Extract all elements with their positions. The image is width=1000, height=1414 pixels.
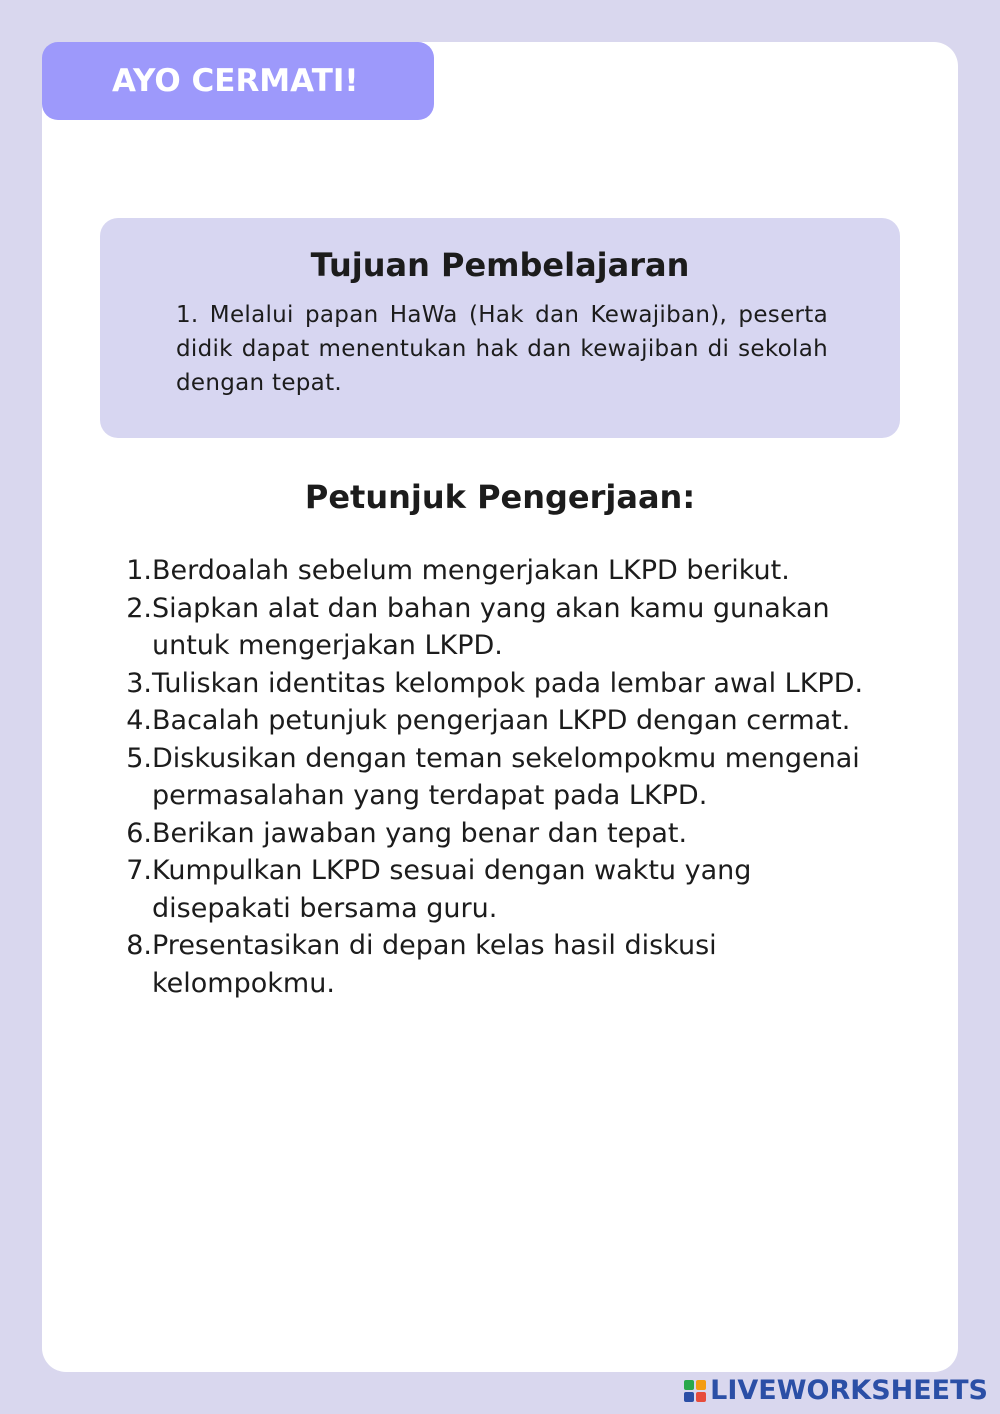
instruction-text: Kumpulkan LKPD sesuai dengan waktu yang disepakati bersama guru. [152,855,752,924]
instruction-item [118,590,878,665]
header-tab-label: AYO CERMATI! [112,63,359,99]
instruction-item [118,702,878,740]
objective-title: Tujuan Pembelajaran [310,246,690,284]
instruction-item [118,815,878,853]
instruction-number: 6. [126,817,152,849]
header-tab [42,42,434,120]
instruction-text: Tuliskan identitas kelompok pada lembar awal LKPD. [152,667,864,699]
instruction-number: 2. [126,592,152,624]
instructions-title: Petunjuk Pengerjaan: [304,478,696,516]
instruction-text: Berdoalah sebelum mengerjakan LKPD berikut. [152,555,790,586]
instruction-item [118,852,878,927]
instruction-item [118,927,878,1002]
instruction-number: 4. [126,705,152,736]
instruction-text: Presentasikan di depan kelas hasil diskusi kelompokmu. [152,930,717,999]
liveworksheets-logo-icon [684,1380,706,1402]
instruction-number: 5. [126,742,152,774]
instruction-number: 1. [126,555,152,586]
liveworksheets-brand[interactable] [684,1375,988,1406]
instruction-item [118,665,878,703]
brand-name: LIVEWORKSHEETS [710,1375,988,1406]
learning-objective-box [100,218,900,438]
instruction-number: 7. [126,855,152,886]
instruction-number: 3. [126,667,152,699]
objective-text: 1. Melalui papan HaWa (Hak dan Kewajiban), peserta didik dapat menentukan hak dan kewajiban di sekolah dengan tepat. [176,302,828,396]
instruction-item [118,552,878,590]
instruction-text: Berikan jawaban yang benar dan tepat. [152,817,688,849]
instruction-number: 8. [126,930,152,961]
instruction-text: Siapkan alat dan bahan yang akan kamu gunakan untuk mengerjakan LKPD. [152,592,830,661]
instruction-item [118,740,878,815]
instruction-list [118,552,878,1002]
instruction-text: Bacalah petunjuk pengerjaan LKPD dengan cermat. [152,705,851,736]
instruction-text: Diskusikan dengan teman sekelompokmu mengenai permasalahan yang terdapat pada LKPD. [152,742,860,811]
